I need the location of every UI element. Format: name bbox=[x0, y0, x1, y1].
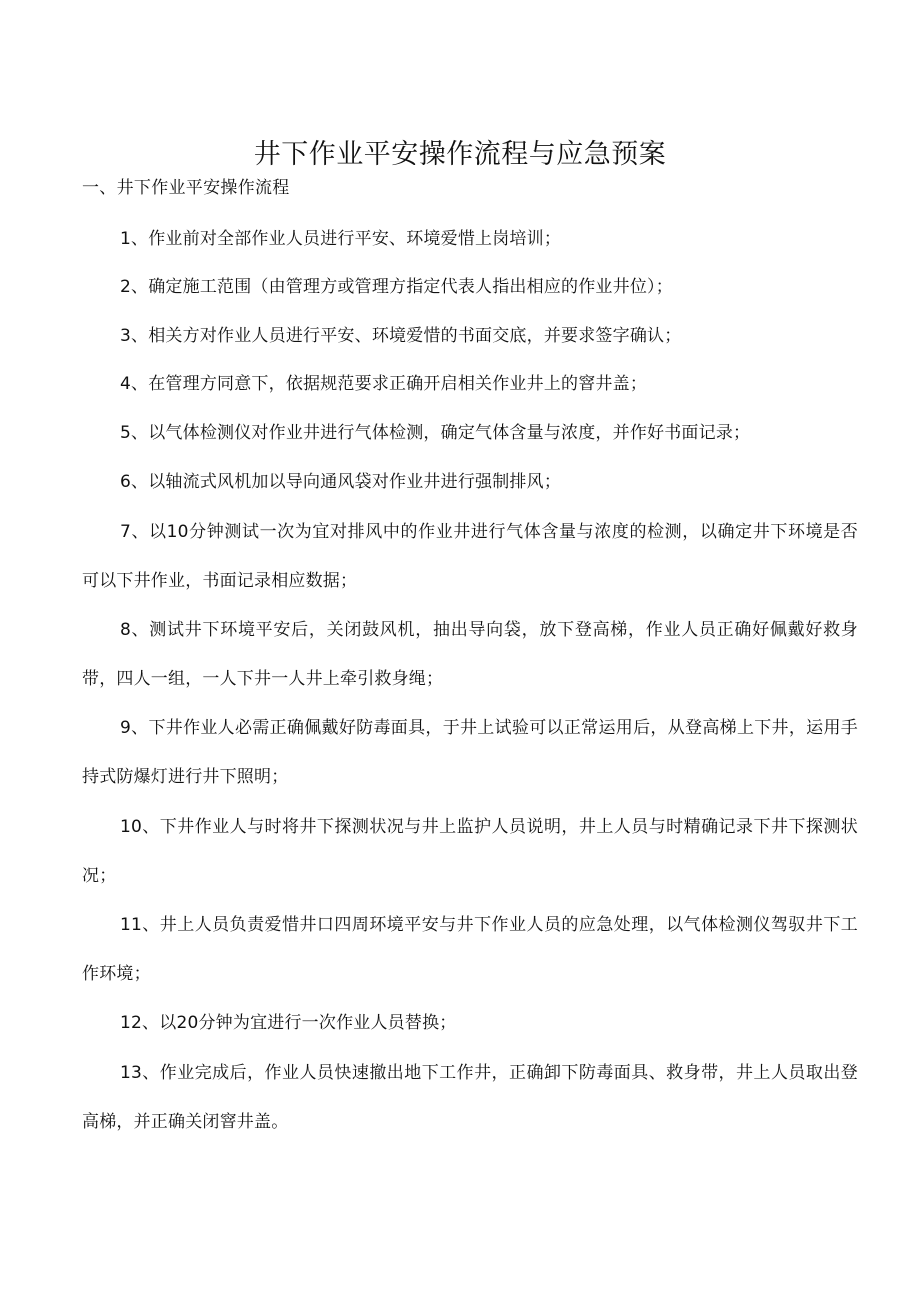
item-number: 4 bbox=[120, 374, 132, 394]
item-number: 2 bbox=[120, 277, 132, 297]
procedure-item-9 bbox=[82, 704, 858, 802]
item-text: 、作业前对全部作业人员进行平安、环境爱惜上岗培训； bbox=[131, 229, 562, 249]
procedure-item-2 bbox=[82, 263, 858, 312]
procedure-item-11 bbox=[82, 901, 858, 999]
procedure-item-12 bbox=[82, 999, 858, 1048]
item-number: 8 bbox=[120, 620, 132, 640]
item-text: 、下井作业人与时将井下探测状况与井上监护人员说明，井上人员与时精确记录下井下探测状况； bbox=[82, 817, 858, 886]
item-number: 13 bbox=[120, 1063, 143, 1083]
item-text: 、井上人员负责爱惜井口四周环境平安与井下作业人员的应急处理，以气体检测仪驾驭井下工作环境； bbox=[82, 915, 858, 984]
procedure-item-13 bbox=[82, 1049, 858, 1147]
section-heading: 一、井下作业平安操作流程 bbox=[82, 178, 290, 198]
item-text: 、以气体检测仪对作业井进行气体检测，确定气体含量与浓度，并作好书面记录； bbox=[131, 423, 751, 443]
procedure-item-10 bbox=[82, 803, 858, 901]
item-text: 、相关方对作业人员进行平安、环境爱惜的书面交底，并要求签字确认； bbox=[131, 326, 682, 346]
item-number: 5 bbox=[120, 423, 132, 443]
procedure-item-1 bbox=[82, 215, 858, 264]
item-number: 1 bbox=[120, 229, 132, 249]
item-number: 12 bbox=[120, 1013, 143, 1033]
item-number: 6 bbox=[120, 472, 132, 492]
item-text: 、下井作业人必需正确佩戴好防毒面具，于井上试验可以正常运用后，从登高梯上下井，运用手持式防爆灯进行井下照明； bbox=[82, 718, 858, 787]
item-number: 3 bbox=[120, 326, 132, 346]
item-number: 10 bbox=[120, 817, 143, 837]
item-number: 7 bbox=[120, 522, 132, 542]
document-title: 井下作业平安操作流程与应急预案 bbox=[253, 139, 667, 171]
item-text: 、以10分钟测试一次为宜对排风中的作业井进行气体含量与浓度的检测，以确定井下环境是否可以下井作业，书面记录相应数据； bbox=[82, 522, 858, 591]
procedure-item-3 bbox=[82, 312, 858, 361]
item-text: 、测试井下环境平安后，关闭鼓风机，抽出导向袋，放下登高梯，作业人员正确好佩戴好救身带，四人一组，一人下井一人井上牵引救身绳； bbox=[82, 620, 858, 689]
procedure-item-5 bbox=[82, 409, 858, 458]
procedure-item-7 bbox=[82, 508, 858, 606]
item-text: 、确定施工范围（由管理方或管理方指定代表人指出相应的作业井位）； bbox=[131, 277, 673, 297]
item-text: 、在管理方同意下，依据规范要求正确开启相关作业井上的窨井盖； bbox=[131, 374, 648, 394]
item-number: 11 bbox=[120, 915, 143, 935]
item-text: 、作业完成后，作业人员快速撤出地下工作井，正确卸下防毒面具、救身带，井上人员取出登高梯，并正确关闭窨井盖。 bbox=[82, 1063, 858, 1132]
item-text: 、以轴流式风机加以导向通风袋对作业井进行强制排风； bbox=[131, 472, 562, 492]
item-number: 9 bbox=[120, 718, 132, 738]
procedure-item-8 bbox=[82, 606, 858, 704]
procedure-item-6 bbox=[82, 458, 858, 507]
procedure-item-4 bbox=[82, 360, 858, 409]
item-text: 、以20分钟为宜进行一次作业人员替换； bbox=[142, 1013, 457, 1033]
